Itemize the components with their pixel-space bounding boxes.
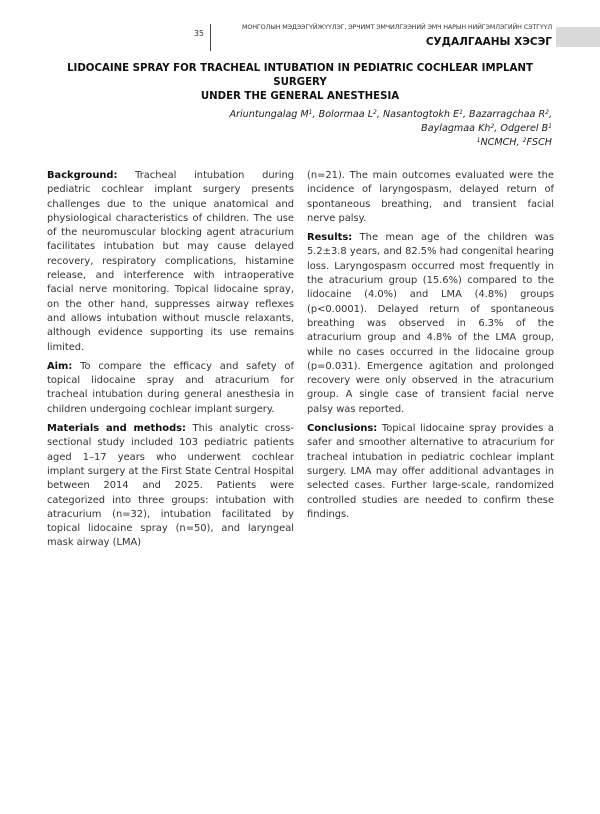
header-divider [210,24,211,51]
background-text: Tracheal intubation during pediatric cochlear implant surgery presents challenges due to the unique anatomical and physiological characteristics of children. The use of the neuromuscular blocking agent atracurium facilitates intubation but may cause delayed recovery, respiratory complications, histamine release, and interference with intraoperative facial nerve monitoring. Topical lidocaine spray, on the other hand, suppresses airway reflexes and allows intubation without muscle relaxants, although evidence supporting its use remains limited. [47,170,294,353]
conclusions-text: Topical lidocaine spray provides a safer and smoother alternative to atracurium for tracheal intubation in pediatric cochlear implant surgery. LMA may offer additional advantages in selected cases. Further large-scale, randomized controlled studies are needed to confirm these findings. [307,423,554,520]
methods-continued [307,169,554,226]
section-title: СУДАЛГААНЫ ХЭСЭГ [425,36,552,48]
abstract-columns [47,169,554,556]
journal-name: МОНГОЛЫН МЭДЭЭГҮЙЖҮҮЛЭГ, ЭРЧИМТ ЭМЧИЛГЭЭНИЙ ЭМЧ НАРЫН НИЙГЭМЛЭГИЙН СЭТГҮҮЛ [242,23,552,31]
methods-section [47,422,294,551]
methods-heading: Materials and methods: [47,423,186,435]
conclusions-heading: Conclusions: [307,423,378,435]
authors-line-1 [200,108,552,122]
title-line-2: UNDER THE GENERAL ANESTHESIA [200,91,400,102]
results-section [307,231,554,417]
author: Odgerel $B^1$ [500,123,552,134]
header-text [216,22,552,49]
author: Bazarragchaa $R^2$, [469,109,552,120]
author: Ariuntungalag $M^1$, [229,109,319,120]
affiliation: $^2$FSCH [522,137,552,148]
methods-text: This analytic cross-sectional study included 103 pediatric patients aged 1–17 years who underwent cochlear implant surgery at the First State Central Hospital between 2014 and 2025. Patients were categorized into three groups: intubation with atracurium (n=32), intubation facilitated by topical lidocaine spray (n=50), and laryngeal mask airway (LMA) [47,423,294,549]
page-header [0,0,600,52]
methods-text-continued: (n=21). The main outcomes evaluated were the incidence of laryngospasm, delayed return of spontaneous breathing, and transient facial nerve palsy. [307,170,554,224]
conclusions-section [307,422,554,522]
aim-section [47,360,294,417]
page-number: 35 [193,29,204,38]
aim-heading: Aim: [47,360,73,372]
title-line-1: LIDOCAINE SPRAY FOR TRACHEAL INTUBATION IN PEDIATRIC COCHLEAR IMPLANT SURGERY [67,63,533,88]
author: Bolormaa $L^2$, [318,109,383,120]
abstract-left-column [47,169,294,556]
abstract-right-column [307,169,554,527]
author: Baylagmaa Kh$^2$, [421,123,501,134]
background-section [47,169,294,355]
background-heading: Background: [47,170,118,181]
author-block [200,108,552,150]
results-heading: Results: [307,232,353,244]
section-tab [556,27,600,47]
results-text: The mean age of the children was 5.2±3.8 years, and 82.5% had congenital hearing loss. Laryngospasm occurred most frequently in the atracurium group (15.6%) compared to the lidocaine (4.0%) and LMA (4.8%) groups (p<0.0001). Delayed return of spontaneous breathing was observed in 6.3% of the atracurium group and 4.8% of the LMA group, while no cases occurred in the lidocaine group (p=0.031). Emergence agitation and prolonged recovery were only observed in the atracurium group. A single case of transient facial nerve palsy was reported. [307,232,554,415]
author: Nasantogtokh $E^1$, [382,109,470,120]
article-title [40,62,560,104]
authors-line-2 [200,122,552,136]
affiliations [200,136,552,150]
affiliation: $^1$NCMCH, [476,137,523,148]
aim-text: To compare the efficacy and safety of topical lidocaine spray and atracurium for tracheal intubation during general anesthesia in children undergoing cochlear implant surgery. [47,360,294,415]
